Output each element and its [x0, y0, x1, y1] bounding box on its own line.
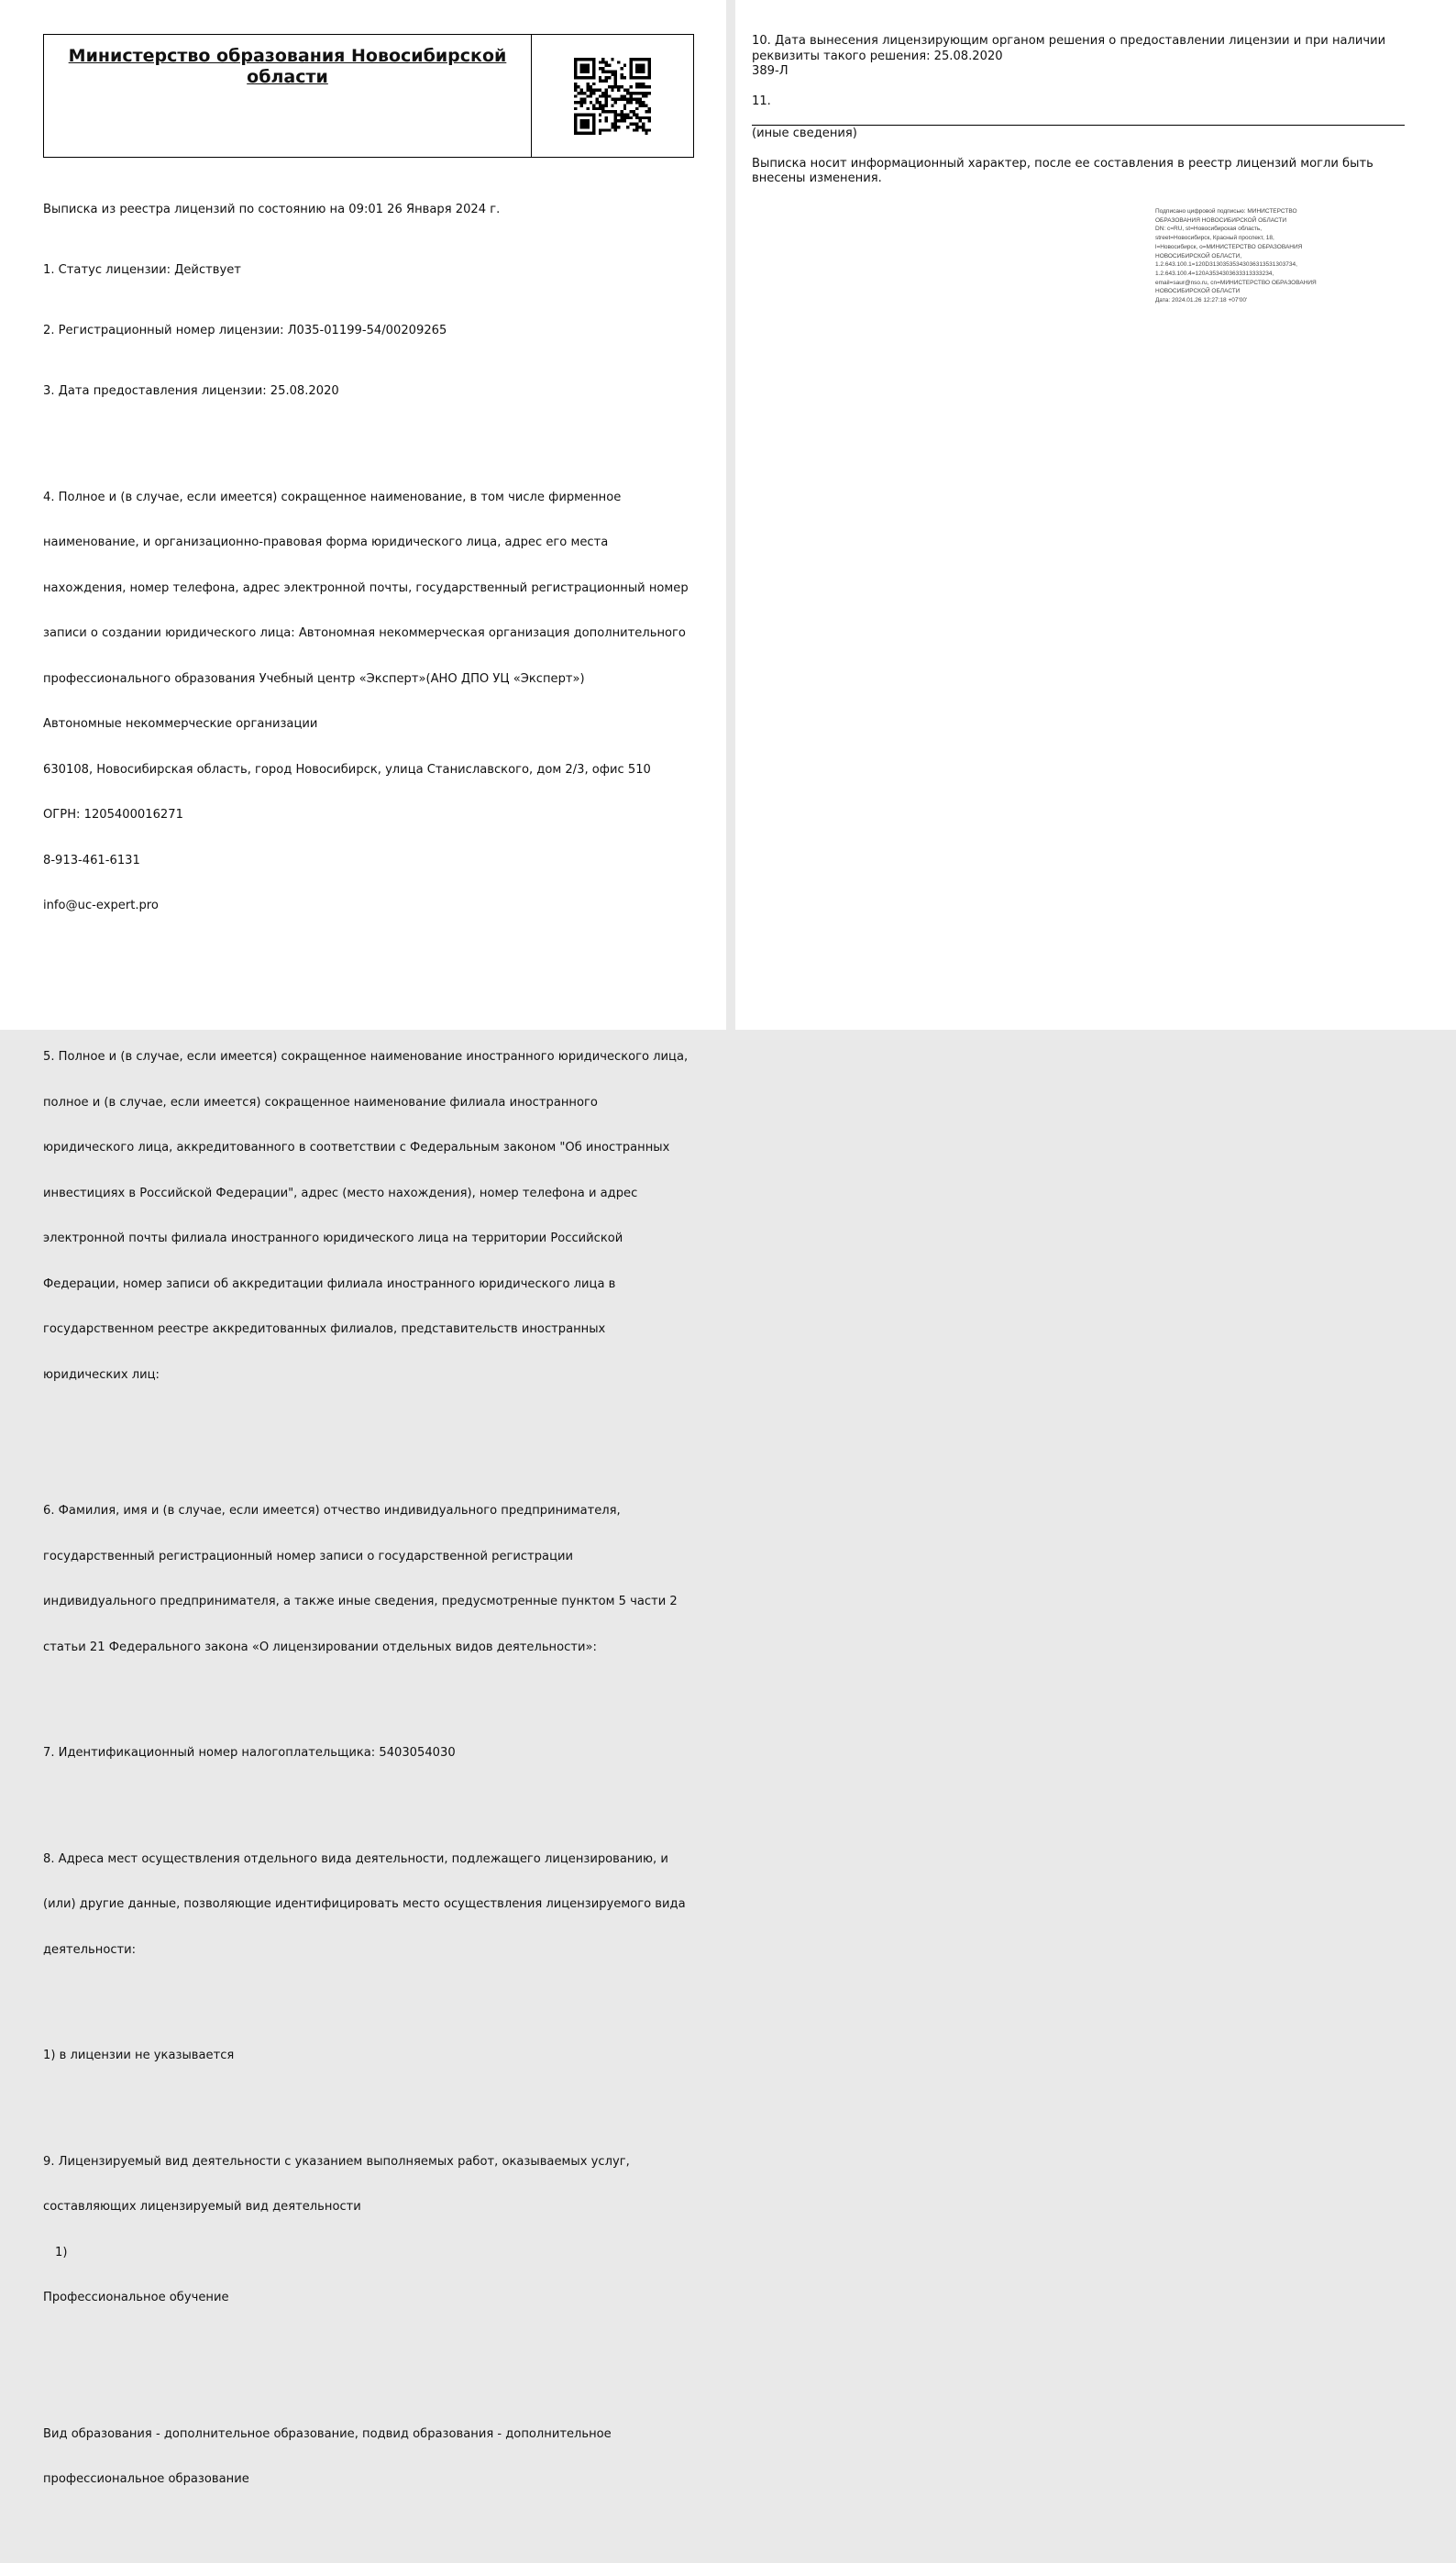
signature-line: НОВОСИБИРСКОЙ ОБЛАСТИ, — [1155, 252, 1242, 260]
text-line: деятельности: — [43, 1942, 137, 1957]
licensed-activity — [43, 2125, 703, 2337]
text-line: 6. Фамилия, имя и (в случае, если имеется) отчество индивидуального предпринимателя, — [43, 1504, 621, 1518]
text-line: инвестициях в Российской Федерации", адрес (место нахождения), номер телефона и адрес — [43, 1186, 638, 1200]
text-line: индивидуального предпринимателя, а также иные сведения, предусмотренные пунктом 5 части 2 — [43, 1595, 678, 1608]
text-line: 10. Дата вынесения лицензирующим органом решения о предоставлении лицензии и при наличии — [752, 34, 1386, 48]
text-line: 4. Полное и (в случае, если имеется) сокращенное наименование, в том числе фирменное — [43, 490, 622, 504]
text-line: info@uc-expert.pro — [43, 899, 159, 912]
text-line: 9. Лицензируемый вид деятельности с указанием выполняемых работ, оказываемых услуг, — [43, 2154, 630, 2169]
document-page-left — [0, 0, 726, 2486]
activity-name: Профессиональное обучение — [43, 2291, 229, 2304]
extract-date-line: Выписка из реестра лицензий по состоянию на 09:01 26 Января 2024 г. — [43, 203, 501, 216]
text-line: статьи 21 Федерального закона «О лицензировании отдельных видов деятельности»: — [43, 1640, 597, 1654]
extract-body — [43, 172, 703, 2563]
text-line: Вид образования - дополнительное образование, подвид образования - дополнительное — [43, 2426, 612, 2441]
qr-code-icon — [574, 58, 651, 135]
signature-line: 1.2.643.100.4=120A3534303633313333234, — [1155, 270, 1274, 277]
extract-body-continued — [752, 34, 1405, 202]
taxpayer-id: 7. Идентификационный номер налогоплательщика: 5403054030 — [43, 1746, 456, 1760]
informational-notice — [752, 157, 1405, 187]
ministry-title: Министерство образования Новосибирской области — [68, 46, 507, 87]
text-line: юридических лиц: — [43, 1367, 160, 1382]
text-line: ОГРН: 1205400016271 — [43, 808, 183, 822]
text-line: Автономные некоммерческие организации — [43, 717, 318, 731]
license-registration-number: 2. Регистрационный номер лицензии: Л035-01199-54/00209265 — [43, 324, 447, 337]
signature-line: Дата: 2024.01.26 12:27:18 +07'00' — [1155, 297, 1248, 304]
signature-line: Подписано цифровой подписью: МИНИСТЕРСТВО — [1155, 208, 1297, 215]
signature-line: street=Новосибирск, Красный проспект, 18, — [1155, 235, 1274, 242]
text-line: записи о создании юридического лица: Автономная некоммерческая организация дополнительного — [43, 626, 686, 640]
text-line: профессиональное образование — [43, 2472, 249, 2486]
activity-number: 1) — [55, 2245, 68, 2259]
text-line: полное и (в случае, если имеется) сокращенное наименование филиала иностранного — [43, 1095, 598, 1110]
text-line: нахождения, номер телефона, адрес электронной почты, государственный регистрационный номер — [43, 580, 689, 595]
text-line: Выписка носит информационный характер, после ее составления в реестр лицензий могли быть — [752, 156, 1373, 171]
text-line: (или) другие данные, позволяющие идентифицировать место осуществления лицензируемого вида — [43, 1897, 686, 1911]
signature-line: 1.2.643.100.1=120D3130353534303631353130373​4, — [1155, 261, 1297, 269]
signature-line: НОВОСИБИРСКОЙ ОБЛАСТИ — [1155, 288, 1241, 295]
text-line: составляющих лицензируемый вид деятельности — [43, 2200, 361, 2214]
text-line: наименование, и организационно-правовая форма юридического лица, адрес его места — [43, 536, 609, 549]
activity-locations-item: 1) в лицензии не указывается — [43, 2049, 235, 2062]
decision-date — [752, 34, 1405, 80]
text-line: 8. Адреса мест осуществления отдельного вида деятельности, подлежащего лицензированию, и — [43, 1851, 668, 1866]
header-qr-cell — [532, 35, 693, 157]
license-issue-date: 3. Дата предоставления лицензии: 25.08.2020 — [43, 384, 339, 398]
signature-line: ОБРАЗОВАНИЯ НОВОСИБИРСКОЙ ОБЛАСТИ — [1155, 216, 1287, 224]
signature-line: l=Новосибирск, o=МИНИСТЕРСТВО ОБРАЗОВАНИЯ — [1155, 243, 1303, 250]
document-page-right — [735, 0, 1456, 1030]
organization-info — [43, 460, 703, 945]
item-11: 11. — [752, 94, 771, 108]
activity-locations — [43, 1822, 703, 1989]
text-line: внесены изменения. — [752, 171, 882, 185]
signature-line: DN: c=RU, st=Новосибирская область, — [1155, 226, 1263, 233]
text-line: государственный регистрационный номер записи о государственной регистрации — [43, 1549, 573, 1563]
digital-signature-stamp — [1155, 207, 1357, 305]
foreign-entity-info — [43, 1020, 703, 1413]
text-line: 389-Л — [752, 64, 789, 78]
text-line: юридического лица, аккредитованного в соответствии с Федеральным законом "Об иностранных — [43, 1141, 670, 1154]
header-title-cell — [44, 35, 532, 157]
education-type — [43, 2397, 703, 2518]
text-line: реквизиты такого решения: 25.08.2020 — [752, 49, 1003, 63]
signature-line: email=saur@nso.ru, cn=МИНИСТЕРСТВО ОБРАЗОВАНИЯ — [1155, 279, 1317, 286]
text-line: профессионального образования Учебный центр «Эксперт»(АНО ДПО УЦ «Эксперт») — [43, 671, 585, 686]
text-line: государственном реестре аккредитованных филиалов, представительств иностранных — [43, 1322, 606, 1336]
divider-line — [752, 125, 1405, 126]
other-info-caption: (иные сведения) — [752, 126, 857, 140]
license-status: 1. Статус лицензии: Действует — [43, 263, 241, 277]
text-line: 5. Полное и (в случае, если имеется) сокращенное наименование иностранного юридического лица, — [43, 1050, 689, 1064]
entrepreneur-info — [43, 1474, 703, 1685]
text-line: Федерации, номер записи об аккредитации филиала иностранного юридического лица в — [43, 1276, 616, 1291]
text-line: электронной почты филиала иностранного юридического лица на территории Российской — [43, 1232, 623, 1245]
text-line: 630108, Новосибирская область, город Новосибирск, улица Станиславского, дом 2/3, офис 510 — [43, 762, 651, 777]
text-line: 8-913-461-6131 — [43, 853, 140, 867]
header-table — [43, 34, 694, 158]
